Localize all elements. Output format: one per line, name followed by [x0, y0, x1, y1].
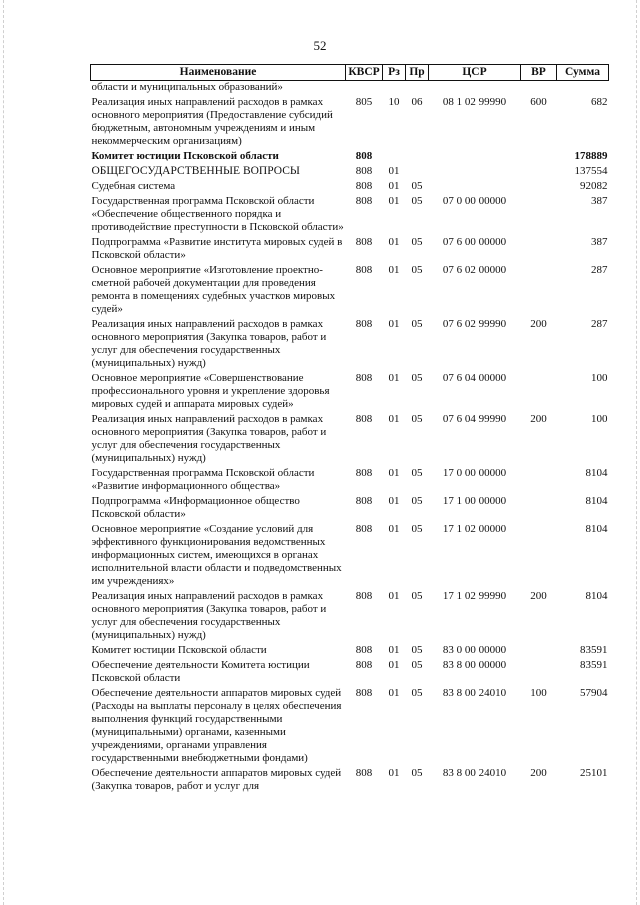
cell-sum: 178889 [574, 150, 608, 162]
table-row [91, 234, 609, 262]
cell-kvsr: 808 [355, 767, 373, 779]
header-csr: ЦСР [429, 65, 521, 81]
cell-vr: 100 [530, 687, 547, 699]
cell-vr: 200 [530, 767, 547, 779]
cell-sum [557, 81, 609, 95]
cell-pr: 05 [411, 659, 423, 671]
cell-sum: 682 [591, 96, 608, 108]
cell-vr: 200 [530, 413, 547, 425]
cell-kvsr: 808 [355, 523, 373, 535]
table-row [91, 370, 609, 411]
cell-vr [521, 193, 557, 234]
cell-csr: 07 6 04 99990 [442, 413, 507, 425]
cell-name: Реализация иных направлений расходов в рамках основного мероприятия (Предоставление субсидий бюджетным, автономным учреждениям и иным некоммерческим организациям) [91, 96, 333, 147]
cell-csr: 08 1 02 99990 [442, 96, 507, 108]
cell-sum: 83591 [580, 644, 608, 656]
table-row [91, 81, 609, 95]
cell-rz: 01 [388, 495, 400, 507]
table-row [91, 262, 609, 316]
table-row [91, 465, 609, 493]
cell-rz: 01 [388, 372, 400, 384]
cell-csr: 83 8 00 24010 [442, 767, 507, 779]
cell-pr: 05 [411, 495, 423, 507]
cell-name: Основное мероприятие «Изготовление проектно-сметной рабочей документации для проведения ремонта в помещениях судебных участков мировых судей» [91, 264, 336, 315]
cell-csr: 17 0 00 00000 [442, 467, 507, 479]
cell-rz: 01 [388, 195, 400, 207]
cell-pr: 05 [411, 372, 423, 384]
cell-rz: 01 [388, 467, 400, 479]
cell-vr: 200 [530, 590, 547, 602]
cell-csr: 07 6 00 00000 [442, 236, 507, 248]
cell-sum: 287 [591, 264, 608, 276]
cell-vr [521, 642, 557, 657]
cell-name: Реализация иных направлений расходов в рамках основного мероприятия (Закупка товаров, работ и услуг для обеспечения государственных (муниципальных) нужд) [91, 590, 327, 641]
cell-sum: 57904 [580, 687, 608, 699]
cell-sum: 8104 [585, 590, 608, 602]
table-row [91, 685, 609, 765]
table-row [91, 411, 609, 465]
cell-csr: 83 8 00 00000 [442, 659, 507, 671]
table-row [91, 521, 609, 588]
cell-csr [429, 148, 521, 163]
cell-csr [429, 178, 521, 193]
cell-vr [521, 493, 557, 521]
cell-vr [521, 178, 557, 193]
cell-kvsr: 808 [355, 687, 373, 699]
cell-vr [521, 657, 557, 685]
cell-rz: 01 [388, 165, 400, 177]
table-row [91, 148, 609, 163]
cell-csr: 17 1 02 00000 [442, 523, 507, 535]
cell-sum: 387 [591, 236, 608, 248]
cell-rz: 01 [388, 180, 400, 192]
cell-vr [521, 465, 557, 493]
cell-name: Комитет юстиции Псковской области [91, 644, 267, 656]
cell-pr: 05 [411, 413, 423, 425]
cell-pr: 05 [411, 195, 423, 207]
cell-sum: 8104 [585, 523, 608, 535]
cell-rz: 01 [388, 767, 400, 779]
cell-csr: 07 6 04 00000 [442, 372, 507, 384]
cell-kvsr: 808 [355, 644, 373, 656]
table-body [91, 81, 609, 794]
cell-vr [521, 521, 557, 588]
cell-sum: 100 [591, 372, 608, 384]
table-row [91, 316, 609, 370]
table-row [91, 493, 609, 521]
table-row [91, 163, 609, 178]
cell-vr [521, 370, 557, 411]
cell-name: Обеспечение деятельности аппаратов мировых судей (Закупка товаров, работ и услуг для [91, 767, 342, 792]
cell-kvsr: 805 [355, 96, 373, 108]
cell-rz: 01 [388, 523, 400, 535]
cell-pr: 05 [411, 767, 423, 779]
cell-csr [429, 163, 521, 178]
cell-csr: 83 8 00 24010 [442, 687, 507, 699]
cell-csr: 07 0 00 00000 [442, 195, 507, 207]
cell-pr [406, 148, 429, 163]
cell-rz: 01 [388, 318, 400, 330]
cell-rz: 01 [388, 590, 400, 602]
cell-kvsr: 808 [355, 372, 373, 384]
cell-kvsr: 808 [355, 495, 373, 507]
cell-kvsr: 808 [355, 180, 373, 192]
page-number: 52 [313, 38, 327, 53]
cell-pr: 05 [411, 644, 423, 656]
cell-kvsr: 808 [355, 318, 373, 330]
cell-name: Обеспечение деятельности аппаратов мировых судей (Расходы на выплаты персоналу в целях обеспечения выполнения функций государственными (муниципальными) органами, казенными учреждениями, органами управления государственными внебюджетными фондами) [91, 687, 342, 764]
cell-vr [521, 234, 557, 262]
cell-csr: 07 6 02 99990 [442, 318, 507, 330]
cell-csr: 83 0 00 00000 [442, 644, 507, 656]
cell-kvsr: 808 [355, 413, 373, 425]
budget-table [90, 64, 609, 793]
cell-sum: 387 [591, 195, 608, 207]
cell-kvsr: 808 [355, 195, 373, 207]
cell-sum: 100 [591, 413, 608, 425]
table-row [91, 588, 609, 642]
cell-kvsr: 808 [355, 467, 373, 479]
cell-pr: 05 [411, 318, 423, 330]
header-vr: ВР [521, 65, 557, 81]
cell-rz: 01 [388, 644, 400, 656]
header-kvsr: КВСР [346, 65, 383, 81]
cell-rz [383, 148, 406, 163]
header-sum: Сумма [557, 65, 609, 81]
cell-sum: 8104 [585, 467, 608, 479]
header-name: Наименование [91, 65, 346, 81]
page-edge-right [636, 0, 637, 905]
cell-name: Основное мероприятие «Совершенствование профессионального уровня и укрепление здоровья мировых судей и аппарата мировых судей» [91, 372, 330, 410]
cell-csr: 07 6 02 00000 [442, 264, 507, 276]
cell-rz: 01 [388, 659, 400, 671]
cell-kvsr: 808 [355, 150, 373, 162]
table-row [91, 94, 609, 148]
cell-rz: 01 [388, 687, 400, 699]
page-edge-left [3, 0, 4, 905]
cell-vr: 600 [530, 96, 547, 108]
cell-rz: 10 [388, 96, 400, 108]
cell-pr: 05 [411, 180, 423, 192]
header-pr: Пр [406, 65, 429, 81]
cell-pr: 05 [411, 236, 423, 248]
cell-kvsr: 808 [355, 236, 373, 248]
cell-kvsr [346, 81, 383, 95]
cell-vr [521, 163, 557, 178]
cell-pr [406, 163, 429, 178]
cell-kvsr: 808 [355, 165, 373, 177]
cell-sum: 83591 [580, 659, 608, 671]
table-header-row [91, 65, 609, 81]
cell-kvsr: 808 [355, 659, 373, 671]
cell-rz [383, 81, 406, 95]
cell-pr: 05 [411, 264, 423, 276]
cell-pr: 05 [411, 590, 423, 602]
cell-rz: 01 [388, 413, 400, 425]
cell-name: Судебная система [91, 180, 176, 192]
cell-name: Реализация иных направлений расходов в рамках основного мероприятия (Закупка товаров, работ и услуг для обеспечения государственных (муниципальных) нужд) [91, 318, 327, 369]
cell-sum: 287 [591, 318, 608, 330]
cell-pr [406, 81, 429, 95]
cell-sum: 92082 [580, 180, 608, 192]
cell-rz: 01 [388, 236, 400, 248]
cell-name: Подпрограмма «Развитие института мировых судей в Псковской области» [91, 236, 343, 261]
cell-pr: 05 [411, 523, 423, 535]
cell-sum: 137554 [574, 165, 608, 177]
cell-name: Обеспечение деятельности Комитета юстиции Псковской области [91, 659, 310, 684]
cell-name: Комитет юстиции Псковской области [91, 150, 279, 162]
cell-sum: 25101 [580, 767, 608, 779]
cell-sum: 8104 [585, 495, 608, 507]
cell-vr [521, 81, 557, 95]
table-row [91, 765, 609, 793]
cell-name: Реализация иных направлений расходов в рамках основного мероприятия (Закупка товаров, работ и услуг для обеспечения государственных (муниципальных) нужд) [91, 413, 327, 464]
cell-pr: 05 [411, 467, 423, 479]
cell-name: ОБЩЕГОСУДАРСТВЕННЫЕ ВОПРОСЫ [91, 165, 300, 177]
cell-vr: 200 [530, 318, 547, 330]
cell-kvsr: 808 [355, 264, 373, 276]
header-rz: Рз [383, 65, 406, 81]
cell-rz: 01 [388, 264, 400, 276]
cell-vr [521, 262, 557, 316]
cell-vr [521, 148, 557, 163]
cell-csr [429, 81, 521, 95]
cell-pr: 05 [411, 687, 423, 699]
cell-csr: 17 1 00 00000 [442, 495, 507, 507]
cell-kvsr: 808 [355, 590, 373, 602]
table-row [91, 642, 609, 657]
cell-name: Государственная программа Псковской области «Обеспечение общественного порядка и противодействие преступности в Псковской области» [91, 195, 344, 233]
table-row [91, 178, 609, 193]
cell-csr: 17 1 02 99990 [442, 590, 507, 602]
cell-name: Государственная программа Псковской области «Развитие информационного общества» [91, 467, 315, 492]
cell-name: Подпрограмма «Информационное общество Псковской области» [91, 495, 300, 520]
cell-name: области и муниципальных образований» [91, 81, 283, 93]
table-row [91, 657, 609, 685]
cell-pr: 06 [411, 96, 423, 108]
table-row [91, 193, 609, 234]
cell-name: Основное мероприятие «Создание условий для эффективного функционирования ведомственных информационных систем, имеющихся в органах исполнительной власти области и подведомственных им учреждениях» [91, 523, 342, 587]
